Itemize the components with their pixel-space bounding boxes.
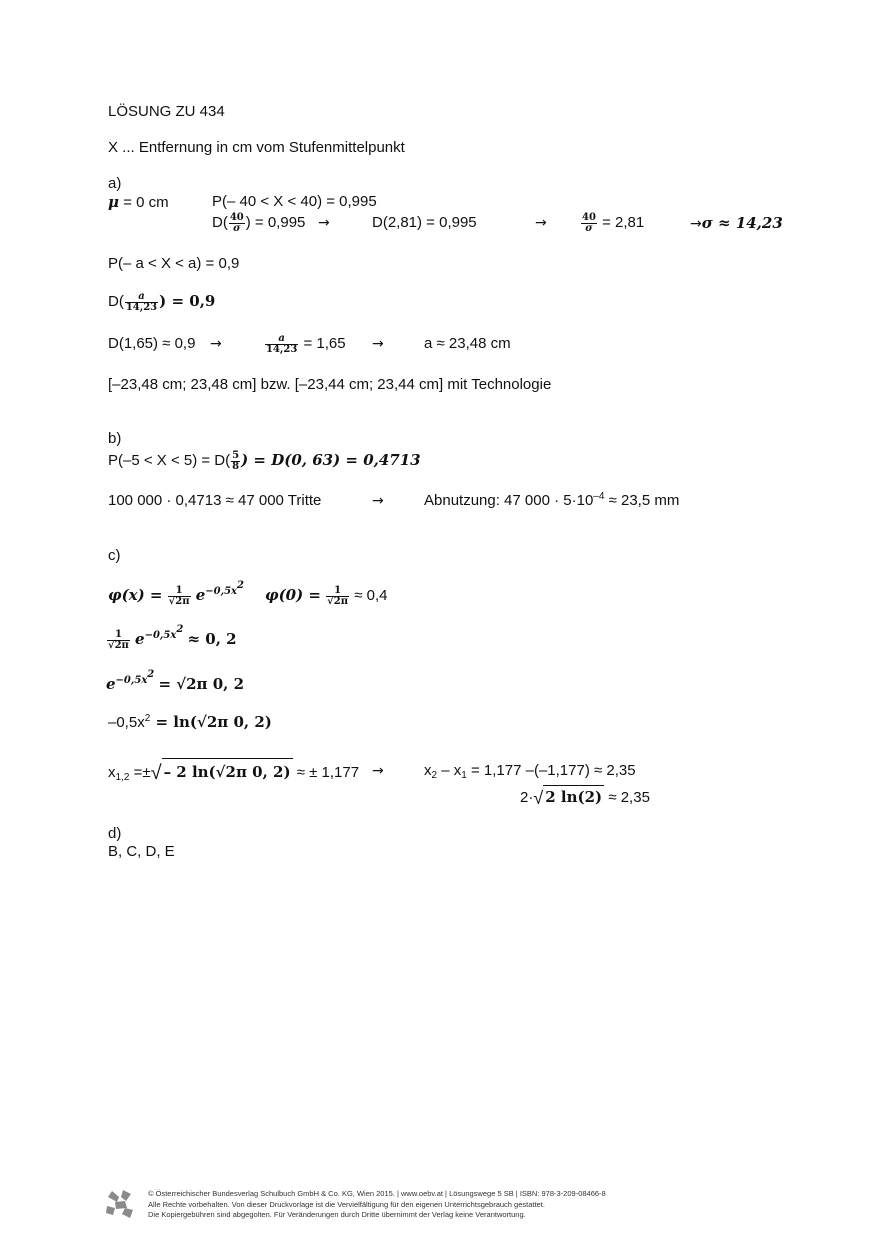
- part-c-label: c): [108, 547, 121, 564]
- phi-zero: φ(0) = $\frac{1}{√2\pi}$ ≈ 0,4: [265, 584, 388, 607]
- intro-text: X ... Entfernung in cm vom Stufenmittelpunkt: [108, 139, 405, 156]
- d-165: D(1,65) ≈ 0,9: [108, 335, 196, 352]
- prob-a: P(– 40 < X < 40) = 0,995: [212, 193, 377, 210]
- publisher-logo-icon: [104, 1188, 136, 1220]
- interval-text: [–23,48 cm; 23,48 cm] bzw. [–23,44 cm; 23,44 cm] mit Technologie: [108, 376, 552, 393]
- arrow-icon: →: [372, 493, 384, 509]
- footer-line: Die Kopiergebühren sind abgegolten. Für Veränderungen durch Dritte übernimmt der Verlag keine Verantwortung.: [148, 1210, 526, 1219]
- arrow-icon: →: [690, 216, 702, 232]
- steps-calc: 100 000 · 0,4713 ≈ 47 000 Tritte: [108, 492, 322, 509]
- c-line5: $-0,5x^2 = \ln(√2\pi$ 0, 2): [108, 713, 272, 731]
- arrow-icon: →: [372, 763, 384, 779]
- c-alternative: 2·√ 2 ln(2) ≈ 2,35: [520, 785, 650, 809]
- d-value: D(2,81) = 0,995: [372, 214, 477, 231]
- arrow-icon: →: [535, 215, 547, 231]
- fraction-165: $\frac{a}{14,23}$ = 1,65: [266, 332, 346, 355]
- footer-line: Alle Rechte vorbehalten. Von dieser Druckvorlage ist die Vervielfältigung für den eigenen Unterrichtsgebrauch gestattet.: [148, 1199, 545, 1209]
- sigma-result: →σ ≈ 14,23: [690, 214, 783, 232]
- d-fraction-line: D( $\frac{40}{\sigma}$ ) = 0,995: [212, 211, 306, 234]
- footer-line: © Österreichischer Bundesverlag Schulbuch GmbH & Co. KG, Wien 2015. | www.oebv.at | Lösungswege 5 SB | ISBN: 978-3-209-08466-8: [148, 1189, 606, 1198]
- arrow-icon: →: [318, 215, 330, 231]
- arrow-icon: →: [210, 336, 222, 352]
- part-b-label: b): [108, 430, 122, 447]
- phi-definition: φ(x) = $\frac{1}{√2\pi}$ $e^{-0,5x^2}$: [108, 580, 244, 607]
- part-a-label: a): [108, 175, 122, 192]
- c-line4: $e^{-0,5x^2} = √2\pi$ 0, 2: [106, 669, 245, 693]
- wear-result: Abnutzung: 47 $000 \cdot 5\cdot 10^{-4} \approx 23,5$ mm: [424, 491, 680, 509]
- c-line3: $\frac{1}{√2\pi}$ $e^{-0,5x^2} \approx 0$, 2: [108, 624, 237, 651]
- prob-b: P(–5 < X < 5) = D( $\frac{5}{8}$ ) = D(0, 63) = 0,4713: [108, 449, 421, 472]
- footer-text: [148, 1189, 606, 1221]
- a-result: a ≈ 23,48 cm: [424, 335, 511, 352]
- d-a-fraction: D( $\frac{a}{14,23}$ ) = 0,9: [108, 290, 216, 313]
- arrow-icon: →: [372, 336, 384, 352]
- fraction-281: $\frac{40}{\sigma}$ = 2,81: [582, 211, 645, 234]
- page-title: LÖSUNG ZU 434: [108, 103, 225, 120]
- c-difference: $x_2 - x_1 = 1,177$ –(–1,177) ≈ 2,35: [424, 762, 636, 781]
- mu-line: μ = 0 cm: [108, 193, 169, 211]
- prob-a2: P(– a < X < a) = 0,9: [108, 255, 240, 272]
- part-d-answer: B, C, D, E: [108, 843, 175, 860]
- part-d-label: d): [108, 825, 122, 842]
- c-roots: $x_{1,2}$ =±√ – 2 ln(√2π 0, 2) ≈ ± 1,177: [108, 758, 359, 786]
